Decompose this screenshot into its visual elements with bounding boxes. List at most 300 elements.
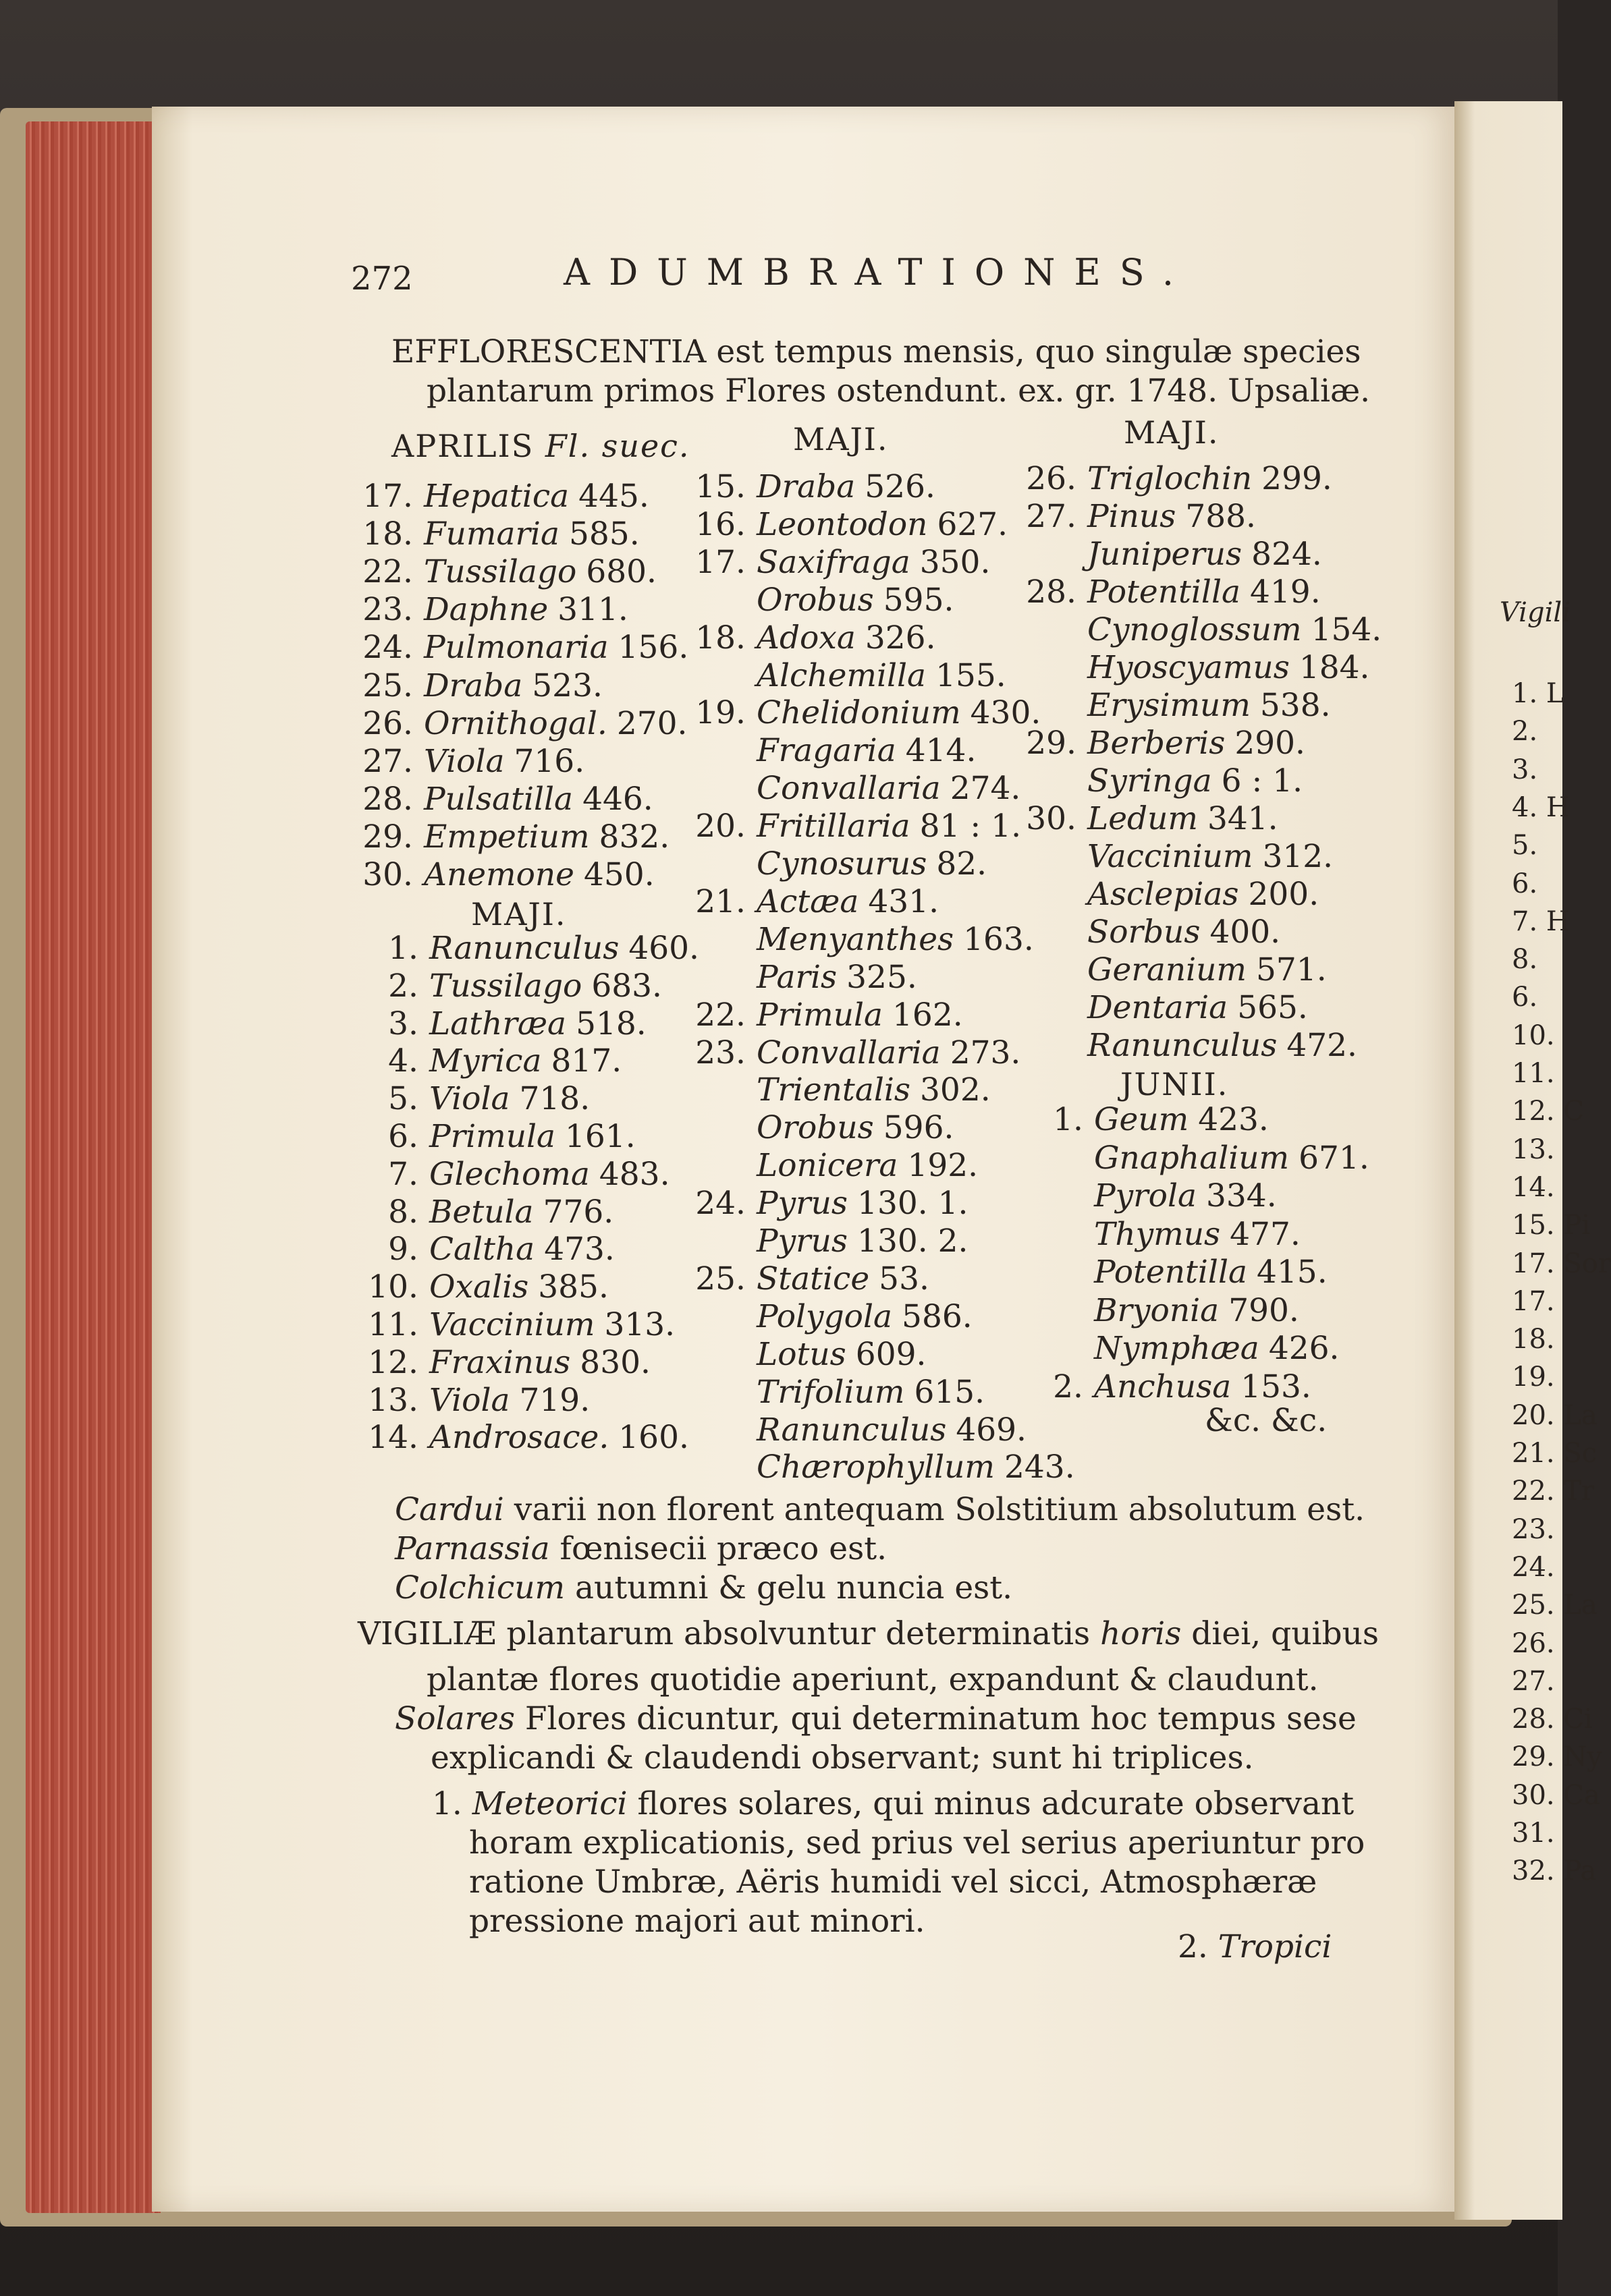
facing-page-line: 18.	[1512, 1324, 1555, 1355]
etc-mark: &c. &c.	[1205, 1402, 1328, 1439]
calendar-entry	[678, 694, 1041, 732]
facing-page-line: 22. Tr	[1512, 1476, 1595, 1507]
entry-ref: 312.	[1262, 838, 1334, 875]
entry-day: 14.	[368, 1419, 418, 1457]
page-number: 272	[351, 260, 413, 298]
entry-ref: 243.	[1004, 1449, 1075, 1486]
entry-plant: Pyrola	[1094, 1177, 1197, 1214]
entry-plant: Ranunculus	[429, 930, 620, 967]
calendar-entry	[351, 1306, 676, 1343]
entry-ref: 341.	[1207, 800, 1278, 837]
calendar-entry	[678, 808, 1022, 845]
entry-plant: Orobus	[757, 581, 874, 619]
entry-day: 17.	[695, 543, 746, 581]
calendar-entry	[351, 1042, 622, 1080]
entry-ref: 473.	[544, 1231, 615, 1268]
entry-ref: 571.	[1256, 951, 1327, 988]
calendar-entry	[678, 656, 1006, 694]
calendar-entry	[351, 1080, 591, 1118]
entry-ref: 334.	[1206, 1177, 1277, 1214]
entry-day: 1.	[388, 930, 418, 967]
entry-ref: 788.	[1185, 498, 1256, 535]
calendar-entry	[678, 845, 987, 883]
entry-day: 17.	[362, 478, 413, 515]
entry-plant: Syringa	[1087, 762, 1212, 800]
calendar-entry	[346, 704, 688, 742]
facing-page-line: 4. H	[1512, 791, 1570, 823]
entry-plant: Chelidonium	[757, 694, 961, 732]
calendar-entry	[351, 1118, 636, 1155]
calendar-entry	[1016, 1330, 1340, 1367]
entry-ref: 400.	[1209, 914, 1281, 951]
entry-ref: 595.	[883, 581, 954, 619]
entry-ref: 313.	[604, 1306, 676, 1343]
entry-ref: 431.	[868, 883, 939, 920]
entry-ref: 716.	[514, 742, 585, 780]
entry-plant: Alchemilla	[757, 656, 927, 694]
entry-day: 10.	[368, 1268, 418, 1306]
calendar-entry	[1016, 1215, 1301, 1253]
solares-text: Flores dicuntur, qui determinatum hoc tempus sese	[524, 1700, 1357, 1737]
entry-ref: 526.	[865, 468, 935, 505]
entry-ref: 450.	[583, 856, 655, 893]
calendar-entry	[1009, 876, 1319, 913]
entry-plant: Dentaria	[1087, 989, 1228, 1026]
calendar-entry	[678, 770, 1021, 808]
entry-plant: Berberis	[1087, 725, 1226, 762]
heading-suffix: Fl. suec.	[545, 428, 690, 464]
entry-plant: Vaccinium	[1087, 838, 1253, 875]
entry-day: 29.	[362, 818, 413, 856]
entry-ref: 683.	[591, 967, 662, 1005]
note-text: fœnisecii præco est.	[559, 1530, 888, 1567]
vigiliae-text: diei, quibus	[1191, 1615, 1379, 1652]
calendar-entry	[351, 1268, 609, 1306]
calendar-entry	[678, 1335, 927, 1373]
entry-ref: 518.	[576, 1005, 647, 1042]
entry-ref: 154.	[1311, 611, 1382, 648]
facing-page-line: 24.	[1512, 1551, 1555, 1583]
calendar-entry	[678, 1449, 1075, 1486]
entry-plant: Cynoglossum	[1087, 611, 1302, 648]
calendar-entry	[351, 967, 662, 1005]
facing-page-line: 2.	[1512, 716, 1538, 748]
facing-page-line: 29. Ny	[1512, 1741, 1602, 1773]
calendar-entry	[678, 958, 917, 996]
note-italic: Parnassia	[395, 1530, 550, 1567]
entry-ref: 585.	[569, 515, 640, 553]
entry-plant: Potentilla	[1094, 1254, 1247, 1291]
entry-plant: Asclepias	[1087, 876, 1239, 913]
entry-plant: Adoxa	[757, 619, 856, 656]
entry-plant: Hyoscyamus	[1087, 649, 1290, 686]
entry-ref: 385.	[538, 1268, 609, 1306]
entry-plant: Pyrus	[757, 1223, 848, 1260]
item-text: flores solares, qui minus adcurate observant	[637, 1785, 1355, 1822]
entry-plant: Sorbus	[1087, 914, 1201, 951]
entry-plant: Draba	[757, 468, 856, 505]
entry-plant: Glechoma	[429, 1155, 590, 1193]
entry-day: 23.	[362, 591, 413, 629]
facing-page-line: 28. Ci	[1512, 1704, 1593, 1735]
entry-plant: Myrica	[429, 1042, 542, 1080]
calendar-entry	[346, 591, 628, 629]
entry-ref: 483.	[599, 1155, 670, 1193]
entry-ref: 160.	[618, 1419, 689, 1457]
calendar-entry	[351, 930, 699, 967]
entry-plant: Geum	[1094, 1101, 1189, 1138]
subheading-maji: MAJI.	[471, 896, 567, 932]
entry-plant: Chærophyllum	[757, 1449, 995, 1486]
entry-day: 16.	[695, 505, 746, 543]
entry-ref: 53.	[879, 1260, 929, 1297]
entry-ref: 325.	[846, 958, 917, 996]
calendar-entry	[678, 996, 963, 1034]
entry-ref: 419.	[1250, 573, 1321, 611]
entry-ref: 680.	[586, 553, 657, 591]
entry-ref: 586.	[902, 1297, 973, 1335]
note-italic: Cardui	[395, 1491, 504, 1528]
entry-plant: Ledum	[1087, 800, 1198, 837]
facing-page-line: 1. L	[1512, 678, 1564, 709]
entry-day: 4.	[388, 1042, 418, 1080]
entry-plant: Pulsatilla	[424, 780, 574, 818]
calendar-entry	[678, 1373, 985, 1411]
calendar-entry	[346, 629, 689, 667]
facing-page-line: 15. Pi	[1512, 1210, 1591, 1241]
entry-plant: Anemone	[424, 856, 574, 893]
entry-ref: 790.	[1228, 1291, 1299, 1329]
calendar-entry	[346, 856, 655, 893]
entry-plant: Draba	[424, 667, 523, 704]
facing-page-line: 6.	[1512, 982, 1538, 1013]
entry-ref: 302.	[920, 1071, 991, 1109]
heading-aprilis: APRILIS	[391, 428, 535, 464]
entry-ref: 290.	[1234, 725, 1305, 762]
note-italic: Colchicum	[395, 1569, 566, 1606]
entry-ref: 350.	[919, 543, 991, 581]
calendar-entry	[351, 1193, 614, 1231]
entry-ref: 299.	[1261, 460, 1332, 497]
entry-plant: Ranunculus	[757, 1411, 947, 1449]
facing-page-line: 13.	[1512, 1133, 1555, 1165]
calendar-entry	[678, 1411, 1027, 1449]
intro-line1-rest: est tempus mensis, quo singulæ species	[716, 333, 1361, 370]
entry-day: 5.	[388, 1080, 418, 1118]
entry-ref: 161.	[565, 1118, 636, 1155]
calendar-entry	[678, 1034, 1021, 1071]
entry-plant: Tussilago	[429, 967, 582, 1005]
entry-plant: Bryonia	[1094, 1291, 1220, 1329]
calendar-entry	[351, 1231, 615, 1268]
calendar-entry	[1009, 687, 1331, 724]
facing-page-line: 12. C	[1512, 1096, 1584, 1127]
calendar-entry	[678, 1260, 929, 1297]
calendar-entry	[351, 1005, 647, 1042]
facing-page-line: 17. Sor	[1512, 1248, 1611, 1279]
entry-plant: Menyanthes	[757, 920, 954, 958]
entry-plant: Nymphæa	[1094, 1330, 1259, 1367]
entry-plant: Viola	[424, 742, 505, 780]
calendar-entry	[1009, 611, 1382, 648]
entry-day: 18.	[695, 619, 746, 656]
entry-day: 22.	[695, 996, 746, 1034]
calendar-entry	[678, 1147, 979, 1185]
calendar-entry	[1016, 1139, 1369, 1177]
calendar-entry	[678, 1223, 968, 1260]
calendar-entry	[1016, 1254, 1328, 1291]
vigiliae-line-2: plantæ flores quotidie aperiunt, expandunt & claudunt.	[427, 1661, 1319, 1698]
entry-plant: Tussilago	[424, 553, 577, 591]
entry-ref: 446.	[582, 780, 653, 818]
entry-plant: Polygola	[757, 1297, 893, 1335]
calendar-entry	[346, 742, 585, 780]
entry-plant: Lathræa	[429, 1005, 567, 1042]
entry-plant: Trientalis	[757, 1071, 911, 1109]
solares-line-2: explicandi & claudendi observant; sunt hi triplices.	[431, 1739, 1254, 1776]
entry-ref: 184.	[1299, 649, 1370, 686]
entry-ref: 155.	[935, 656, 1006, 694]
catchword-word: Tropici	[1218, 1928, 1332, 1965]
calendar-entry	[1016, 1101, 1269, 1138]
calendar-entry	[678, 1071, 991, 1109]
entry-ref: 6 : 1.	[1221, 762, 1303, 800]
vigiliae-text: plantarum absolvuntur determinatis	[506, 1615, 1091, 1652]
entry-plant: Ranunculus	[1087, 1027, 1278, 1064]
entry-plant: Oxalis	[429, 1268, 529, 1306]
entry-plant: Orobus	[757, 1109, 874, 1147]
facing-page-line: 23.	[1512, 1513, 1555, 1545]
entry-day: 9.	[388, 1231, 418, 1268]
entry-day: 15.	[695, 468, 746, 505]
calendar-entry	[678, 505, 1008, 543]
entry-ref: 81 : 1.	[919, 808, 1022, 845]
calendar-entry	[1016, 1368, 1311, 1405]
entry-ref: 273.	[950, 1034, 1021, 1071]
item-1-line-2: horam explicationis, sed prius vel serius aperiuntur pro	[469, 1824, 1365, 1861]
entry-plant: Trifolium	[757, 1373, 905, 1411]
column-heading-aprilis	[391, 428, 690, 464]
calendar-entry	[1009, 649, 1370, 686]
item-1-line-1	[432, 1785, 1355, 1822]
vigiliae-term: VIGILIÆ	[358, 1615, 497, 1652]
entry-day: 25.	[695, 1260, 746, 1297]
entry-plant: Fraxinus	[429, 1343, 571, 1381]
entry-plant: Androsace.	[429, 1419, 609, 1457]
entry-ref: 469.	[956, 1411, 1027, 1449]
entry-ref: 270.	[616, 704, 688, 742]
entry-plant: Pinus	[1087, 498, 1176, 535]
facing-page-line: 11.	[1512, 1058, 1555, 1089]
entry-ref: 130. 1.	[857, 1185, 968, 1223]
calendar-entry	[1009, 573, 1321, 611]
entry-ref: 82.	[936, 845, 987, 883]
entry-day: 3.	[388, 1005, 418, 1042]
facing-page-line: 7. H	[1512, 905, 1570, 937]
entry-ref: 830.	[580, 1343, 651, 1381]
entry-ref: 415.	[1257, 1254, 1328, 1291]
entry-day: 18.	[362, 515, 413, 553]
facing-page-line: 26.	[1512, 1627, 1555, 1659]
vigiliae-italic: horis	[1100, 1615, 1182, 1652]
calendar-entry	[351, 1343, 651, 1381]
entry-ref: 156.	[618, 629, 689, 667]
entry-day: 30.	[362, 856, 413, 893]
entry-ref: 609.	[855, 1335, 927, 1373]
entry-day: 25.	[362, 667, 413, 704]
solares-line-1	[395, 1700, 1357, 1737]
entry-plant: Thymus	[1094, 1215, 1221, 1253]
calendar-entry	[351, 1419, 689, 1457]
entry-ref: 627.	[937, 505, 1008, 543]
entry-plant: Statice	[757, 1260, 870, 1297]
entry-day: 1.	[1053, 1101, 1083, 1138]
calendar-entry	[1009, 838, 1334, 875]
facing-page-line: 8.	[1512, 944, 1538, 976]
entry-plant: Cynosurus	[757, 845, 927, 883]
calendar-entry	[1009, 989, 1308, 1026]
page-edges-red	[26, 121, 161, 2213]
entry-ref: 430.	[970, 694, 1041, 732]
entry-ref: 817.	[551, 1042, 622, 1080]
calendar-entry	[1009, 460, 1332, 497]
entry-plant: Fritillaria	[757, 808, 910, 845]
calendar-entry	[1009, 800, 1278, 837]
entry-day: 22.	[362, 553, 413, 591]
calendar-entry	[678, 468, 935, 505]
calendar-entry	[351, 1381, 591, 1419]
entry-day: 30.	[1026, 800, 1076, 837]
entry-ref: 472.	[1286, 1027, 1357, 1064]
entry-day: 27.	[362, 742, 413, 780]
entry-ref: 477.	[1230, 1215, 1301, 1253]
item-number: 1.	[432, 1785, 462, 1822]
calendar-entry	[346, 478, 649, 515]
calendar-entry	[1009, 536, 1322, 573]
entry-plant: Potentilla	[1087, 573, 1240, 611]
entry-ref: 824.	[1251, 536, 1322, 573]
entry-plant: Daphne	[424, 591, 549, 629]
intro-line-2: plantarum primos Flores ostendunt. ex. gr. 1748. Upsaliæ.	[427, 372, 1371, 410]
entry-plant: Primula	[757, 996, 883, 1034]
entry-plant: Primula	[429, 1118, 556, 1155]
entry-day: 2.	[1053, 1368, 1083, 1405]
entry-plant: Leontodon	[757, 505, 928, 543]
facing-page-heading: Vigili	[1500, 597, 1571, 628]
calendar-entry	[678, 732, 977, 770]
entry-plant: Viola	[429, 1381, 510, 1419]
facing-page-line: 6.	[1512, 868, 1538, 899]
facing-page-line: 31.	[1512, 1818, 1555, 1849]
intro-term: EFFLORESCENTIA	[391, 333, 707, 370]
entry-plant: Fumaria	[424, 515, 559, 553]
calendar-entry	[1009, 951, 1327, 988]
entry-plant: Betula	[429, 1193, 534, 1231]
facing-page-line: 17.	[1512, 1285, 1555, 1317]
note-colchicum	[395, 1569, 1013, 1606]
entry-ref: 719.	[519, 1381, 591, 1419]
calendar-entry	[346, 780, 653, 818]
calendar-entry	[346, 667, 603, 704]
calendar-entry	[678, 883, 939, 920]
entry-plant: Pyrus	[757, 1185, 848, 1223]
entry-plant: Fragaria	[757, 732, 896, 770]
entry-ref: 718.	[519, 1080, 591, 1118]
entry-ref: 445.	[578, 478, 649, 515]
calendar-entry	[1016, 1177, 1277, 1214]
entry-ref: 326.	[865, 619, 936, 656]
solares-italic: Solares	[395, 1700, 515, 1737]
facing-page-line: 14.	[1512, 1171, 1555, 1203]
calendar-entry	[1009, 1027, 1357, 1064]
entry-day: 8.	[388, 1193, 418, 1231]
entry-ref: 776.	[543, 1193, 614, 1231]
note-parnassia	[395, 1530, 888, 1567]
subheading-junii: JUNII.	[1120, 1066, 1229, 1102]
entry-day: 27.	[1026, 498, 1076, 535]
entry-plant: Caltha	[429, 1231, 535, 1268]
note-text: varii non florent antequam Solstitium absolutum est.	[514, 1491, 1365, 1528]
facing-page-line: 19.	[1512, 1362, 1555, 1393]
entry-ref: 414.	[905, 732, 977, 770]
entry-day: 2.	[388, 967, 418, 1005]
intro-line-1	[391, 333, 1361, 370]
calendar-entry	[678, 1297, 973, 1335]
facing-page-line: 20. La	[1512, 1399, 1598, 1431]
running-title: ADUMBRATIONES.	[564, 251, 1193, 293]
facing-page-line: 3.	[1512, 754, 1538, 785]
calendar-entry	[1009, 498, 1256, 535]
facing-page-line: 21. Sc	[1512, 1438, 1598, 1469]
entry-day: 11.	[368, 1306, 418, 1343]
calendar-entry	[678, 619, 936, 656]
calendar-entry	[1009, 914, 1281, 951]
entry-ref: 426.	[1268, 1330, 1340, 1367]
calendar-entry	[678, 581, 954, 619]
entry-day: 7.	[388, 1155, 418, 1193]
entry-plant: Pulmonaria	[424, 629, 609, 667]
entry-day: 26.	[1026, 460, 1076, 497]
entry-ref: 671.	[1299, 1139, 1369, 1177]
entry-plant: Saxifraga	[757, 543, 910, 581]
entry-plant: Convallaria	[757, 770, 941, 808]
vigiliae-line-1	[358, 1615, 1379, 1652]
entry-day: 24.	[695, 1185, 746, 1223]
note-cardui	[395, 1491, 1365, 1528]
entry-ref: 153.	[1240, 1368, 1311, 1405]
entry-plant: Geranium	[1087, 951, 1247, 988]
facing-page-line: 5.	[1512, 830, 1538, 862]
entry-ref: 200.	[1248, 876, 1319, 913]
calendar-entry	[1009, 762, 1303, 800]
entry-plant: Paris	[757, 958, 838, 996]
entry-day: 20.	[695, 808, 746, 845]
entry-day: 23.	[695, 1034, 746, 1071]
calendar-entry	[351, 1155, 670, 1193]
item-1-line-3: ratione Umbræ, Aëris humidi vel sicci, Atmosphæræ	[469, 1864, 1317, 1901]
entry-plant: Triglochin	[1087, 460, 1253, 497]
facing-page-line: 25. La	[1512, 1590, 1598, 1621]
column-heading-maji-2: MAJI.	[1124, 414, 1220, 451]
entry-plant: Ornithogal.	[424, 704, 607, 742]
item-1-line-4: pressione majori aut minori.	[469, 1903, 925, 1940]
entry-plant: Vaccinium	[429, 1306, 595, 1343]
entry-plant: Actæa	[757, 883, 859, 920]
calendar-entry	[678, 920, 1034, 958]
note-text: autumni & gelu nuncia est.	[575, 1569, 1013, 1606]
entry-ref: 130. 2.	[857, 1223, 968, 1260]
entry-day: 13.	[368, 1381, 418, 1419]
